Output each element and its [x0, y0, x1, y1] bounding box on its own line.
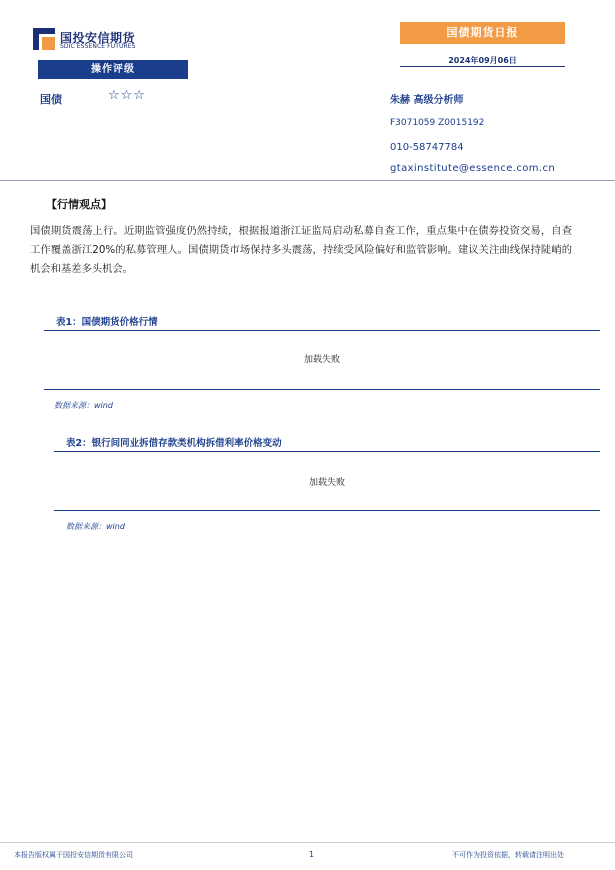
- company-name-en: SDIC ESSENCE FUTURES: [60, 43, 136, 50]
- date-underline: [400, 66, 565, 67]
- report-title-banner: [400, 22, 565, 44]
- footer-divider: [0, 842, 615, 843]
- footer-copyright: 本报告版权属于国投安信期货有限公司: [14, 851, 133, 859]
- analyst-email[interactable]: gtaxinstitute@essence.com.cn: [390, 163, 556, 174]
- table2-title: 表2：银行间同业拆借存款类机构拆借利率价格变动: [66, 438, 282, 449]
- table1-load-status: 加载失败: [303, 355, 340, 365]
- table1-source: 数据来源：wind: [54, 401, 113, 410]
- rating-header: [38, 60, 188, 79]
- table2-bottom-rule: [54, 510, 600, 511]
- analyst-license: F3071059 Z0015192: [390, 118, 485, 128]
- table1-title: 表1：国债期货价格行情: [56, 317, 158, 328]
- rating-stars: ☆☆☆: [108, 88, 146, 103]
- analyst-phone: 010-58747784: [390, 142, 464, 153]
- rating-label: 操作评级: [91, 64, 135, 75]
- table2-source: 数据来源：wind: [66, 522, 125, 531]
- table2-top-rule: [54, 451, 600, 452]
- company-logo-icon: [33, 28, 55, 50]
- table1-bottom-rule: [44, 389, 600, 390]
- company-name-cn: 国投安信期货: [60, 31, 136, 45]
- table2-load-status: 加载失败: [308, 478, 345, 488]
- analyst-name: 朱赫 高级分析师: [390, 95, 464, 106]
- market-view-heading: 【行情观点】: [46, 198, 112, 211]
- table1-top-rule: [44, 330, 600, 331]
- page-number: 1: [309, 850, 315, 859]
- market-view-body: 国债期货震荡上行。近期监管强度仍然持续，根据报道浙江证监局启动私募自查工作，重点集中在债券投资交易，自查工作覆盖浙江20%的私募管理人。国债期货市场保持多头震荡，持续受风险偏好和监管影响。建议关注曲线保持陡峭的机会和基差多头机会。: [30, 225, 572, 275]
- report-date: 2024年09月06日: [448, 56, 517, 65]
- footer-disclaimer: 不可作为投资依据，转载请注明出处: [452, 851, 564, 859]
- header-divider: [0, 180, 615, 181]
- report-title: 国债期货日报: [446, 26, 519, 39]
- rating-subject: 国债: [40, 93, 62, 106]
